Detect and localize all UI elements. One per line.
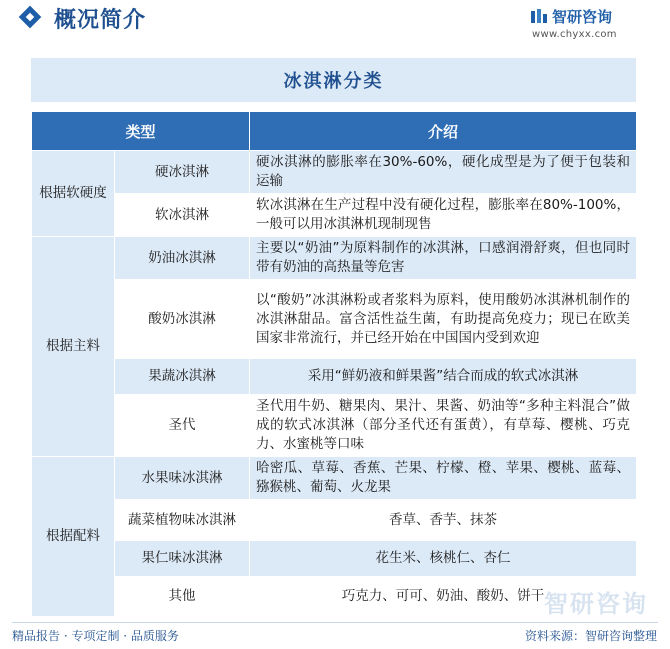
group-label: 根据软硬度 xyxy=(32,151,115,237)
desc-cell: 主要以“奶油”为原料制作的冰淇淋，口感润滑舒爽，但也同时带有奶油的高热量等危害 xyxy=(250,237,637,280)
table-row xyxy=(32,500,637,541)
type-cell: 酸奶冰淇淋 xyxy=(115,280,250,359)
group-label: 根据主料 xyxy=(32,237,115,457)
desc-cell: 圣代用牛奶、糖果肉、果汁、果酱、奶油等“多种主料混合”做成的软式冰淇淋（部分圣代还有蛋黄），有草莓、樱桃、巧克力、水蜜桃等口味 xyxy=(250,395,637,457)
classification-table xyxy=(31,58,636,617)
type-cell: 奶油冰淇淋 xyxy=(115,237,250,280)
table-row xyxy=(32,457,637,500)
desc-cell: 采用“鲜奶液和鲜果酱”结合而成的软式冰淇淋 xyxy=(250,359,637,395)
footer-source: 资料来源：智研咨询整理 xyxy=(524,629,657,643)
footer-divider xyxy=(12,622,658,623)
header xyxy=(0,0,670,50)
table-row xyxy=(32,541,637,577)
table-grid xyxy=(31,111,637,617)
desc-cell: 以“酸奶”冰淇淋粉或者浆料为原料，使用酸奶冰淇淋机制作的冰淇淋甜品。富含活性益生菌，有助提高免疫力；现已在欧美国家非常流行，并已经开始在中国国内受到欢迎 xyxy=(250,280,637,359)
type-cell: 果仁味冰淇淋 xyxy=(115,541,250,577)
table-row xyxy=(32,237,637,280)
type-cell: 蔬菜植物味冰淇淋 xyxy=(115,500,250,541)
column-header-type: 类型 xyxy=(32,112,250,151)
page-title: 概况简介 xyxy=(54,8,147,33)
brand-logo xyxy=(530,6,650,44)
type-cell: 果蔬冰淇淋 xyxy=(115,359,250,395)
table-row xyxy=(32,194,637,237)
type-cell: 水果味冰淇淋 xyxy=(115,457,250,500)
table-row xyxy=(32,151,637,194)
logo-icon xyxy=(530,8,548,26)
table-row xyxy=(32,395,637,457)
table-row xyxy=(32,359,637,395)
type-cell: 其他 xyxy=(115,577,250,617)
desc-cell: 香草、香芋、抹茶 xyxy=(250,500,637,541)
column-header-intro: 介绍 xyxy=(250,112,637,151)
desc-cell: 软冰淇淋在生产过程中没有硬化过程，膨胀率在80%-100%，一般可以用冰淇淋机现制现售 xyxy=(250,194,637,237)
type-cell: 圣代 xyxy=(115,395,250,457)
desc-cell: 巧克力、可可、奶油、酸奶、饼干 xyxy=(250,577,637,617)
watermark: 智研咨询 xyxy=(544,590,648,618)
footer xyxy=(0,620,670,649)
logo-name: 智研咨询 xyxy=(552,8,613,26)
desc-cell: 花生米、核桃仁、杏仁 xyxy=(250,541,637,577)
desc-cell: 硬冰淇淋的膨胀率在30%-60%，硬化成型是为了便于包装和运输 xyxy=(250,151,637,194)
logo-url: www.chyxx.com xyxy=(532,29,617,40)
footer-slogan: 精品报告 · 专项定制 · 品质服务 xyxy=(12,629,179,643)
table-row xyxy=(32,280,637,359)
table-title: 冰淇淋分类 xyxy=(31,58,636,102)
desc-cell: 哈密瓜、草莓、香蕉、芒果、柠檬、橙、苹果、樱桃、蓝莓、猕猴桃、葡萄、火龙果 xyxy=(250,457,637,500)
type-cell: 软冰淇淋 xyxy=(115,194,250,237)
group-label: 根据配料 xyxy=(32,457,115,617)
type-cell: 硬冰淇淋 xyxy=(115,151,250,194)
